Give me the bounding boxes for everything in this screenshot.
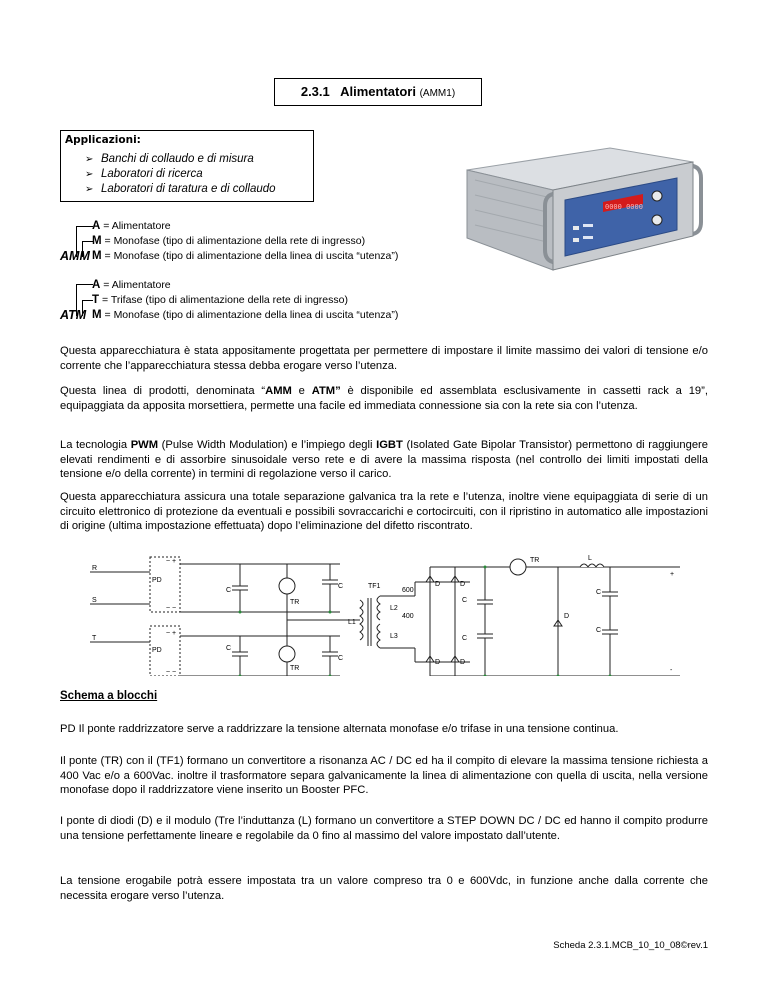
svg-text:D: D bbox=[564, 613, 570, 620]
svg-text:C: C bbox=[226, 587, 232, 594]
svg-text:-: - bbox=[670, 667, 673, 674]
amm-line-m2: M = Monofase (tipo di alimentazione della linea di uscita “utenza”) bbox=[92, 250, 399, 262]
svg-text:+: + bbox=[670, 571, 675, 578]
svg-text:~ −: ~ − bbox=[166, 669, 177, 676]
knob-icon bbox=[652, 215, 662, 225]
applications-heading: Applicazioni: bbox=[65, 134, 141, 146]
svg-text:400: 400 bbox=[402, 613, 414, 620]
amm-code: AMM bbox=[60, 249, 90, 263]
svg-text:C: C bbox=[596, 627, 602, 634]
svg-text:600: 600 bbox=[402, 587, 414, 594]
paragraph-1: Questa apparecchiatura è stata appositamente progettata per permettere di impostare il limite massimo dei valori di tensione e/o corrente che l’apparecchiatura stessa debba erogare verso l’utenza. bbox=[60, 345, 708, 372]
label-pd: PD bbox=[152, 647, 162, 654]
svg-text:C: C bbox=[462, 597, 468, 604]
paragraph-4: Questa apparecchiatura assicura una totale separazione galvanica tra la rete e l’utenza, inoltre viene equipaggiata di serie di un circuito elettronico di protezione da eventuali e possibili sovraccarichi e cortocircuiti, con il ripristino in automatico alle impostazioni di origine (ultima impostazione effettuata) dopo l’eliminazione del difetto riscontrato. bbox=[60, 491, 708, 533]
svg-text:TR: TR bbox=[530, 557, 540, 564]
svg-text:D: D bbox=[435, 581, 441, 588]
atm-line-a: A = Alimentatore bbox=[92, 279, 171, 291]
arrow-bullet-icon: ➢ bbox=[85, 169, 94, 180]
switch-icon bbox=[573, 238, 579, 242]
svg-text:C: C bbox=[596, 589, 602, 596]
atm-line-m: M = Monofase (tipo di alimentazione della linea di uscita “utenza”) bbox=[92, 309, 399, 321]
svg-text:~ +: ~ + bbox=[166, 630, 177, 637]
page-footer: Scheda 2.3.1.MCB_10_10_08©rev.1 bbox=[553, 940, 708, 951]
paragraph-7: I ponte di diodi (D) e il modulo (Tre l’induttanza (L) formano un convertitore a STEP DOWN DC / DC ed hanno il compito produrre una tensione perfettamente lineare e regolabile da 0 fino al massimo del valore impostato dall’utente. bbox=[60, 815, 708, 842]
svg-text:C: C bbox=[338, 583, 344, 590]
paragraph-5: PD Il ponte raddrizzatore serve a raddrizzare la tensione alternata monofase e/o trifase in una tensione continua. bbox=[60, 723, 619, 735]
label-s: S bbox=[92, 597, 97, 604]
svg-text:C: C bbox=[226, 645, 232, 652]
section-number: 2.3.1 bbox=[300, 84, 330, 99]
svg-text:L3: L3 bbox=[390, 633, 398, 640]
paragraph-6: Il ponte (TR) con il (TF1) formano un convertitore a risonanza AC / DC ed ha il compito di elevare la massima tensione richiesta a 400 Vac e/o a 600Vac. inoltre il trasformatore separa galvanicamente la linea di alimentazione con quella di uscita, nella versione monofase dopo il raddrizzatore viene inserito un Booster PFC. bbox=[60, 755, 708, 797]
section-code: (AMM1) bbox=[419, 88, 456, 99]
atm-code: ATM bbox=[60, 308, 87, 322]
label-r: R bbox=[92, 565, 98, 572]
svg-text:L: L bbox=[588, 555, 592, 562]
device-display-text: 0000 0000 bbox=[605, 203, 643, 211]
svg-text:L2: L2 bbox=[390, 605, 398, 612]
section-name: Alimentatori bbox=[340, 84, 416, 99]
application-item: ➢ Laboratori di ricerca bbox=[85, 168, 203, 180]
svg-text:L1: L1 bbox=[348, 619, 356, 626]
atm-line-t: T = Trifase (tipo di alimentazione della rete di ingresso) bbox=[92, 294, 348, 306]
applications-box bbox=[60, 130, 314, 202]
block-schematic bbox=[90, 552, 680, 676]
paragraph-8: La tensione erogabile potrà essere impostata tra un valore compreso tra 0 e 600Vdc, in funzione anche dalla corrente che necessita erogare verso l’utenza. bbox=[60, 875, 708, 902]
section-title bbox=[274, 78, 482, 106]
svg-text:D: D bbox=[460, 581, 466, 588]
amm-line-m1: M = Monofase (tipo di alimentazione della rete di ingresso) bbox=[92, 235, 366, 247]
paragraph-2: Questa linea di prodotti, denominata “AMM e ATM” è disponibile ed assemblata esclusivamente in cassetti rack a 19”, equipaggiata da apposita morsettiera, permette una facile ed immediata connessione sia con la rete sia con l’utenza. bbox=[60, 385, 708, 412]
handle-icon bbox=[693, 166, 701, 234]
switch-icon bbox=[573, 226, 579, 230]
svg-text:TR: TR bbox=[290, 665, 300, 672]
svg-text:~ +: ~ + bbox=[166, 558, 177, 565]
svg-text:C: C bbox=[338, 655, 344, 662]
svg-text:~ −: ~ − bbox=[166, 605, 177, 612]
block-diagram-heading: Schema a blocchi bbox=[60, 690, 158, 702]
amm-line-a: A = Alimentatore bbox=[92, 220, 171, 232]
application-item: ➢ Laboratori di taratura e di collaudo bbox=[85, 183, 276, 195]
paragraph-3: La tecnologia PWM (Pulse Width Modulation) e l’impiego degli IGBT (Isolated Gate Bipolar Transistor) permettono di raggiungere elevati rendimenti e di assorbire sinusoidale verso rete e di avere la massima risposta (nel controllo dei limiti impostati della tensione e/o della corrente) in termini di regolazione verso il carico. bbox=[60, 439, 708, 481]
label-t: T bbox=[92, 635, 97, 642]
device-photo bbox=[455, 140, 705, 275]
arrow-bullet-icon: ➢ bbox=[85, 154, 94, 165]
svg-text:C: C bbox=[462, 635, 468, 642]
label-pd: PD bbox=[152, 577, 162, 584]
svg-text:TR: TR bbox=[290, 599, 300, 606]
svg-text:D: D bbox=[435, 659, 441, 666]
svg-text:D: D bbox=[460, 659, 466, 666]
arrow-bullet-icon: ➢ bbox=[85, 184, 94, 195]
application-item: ➢ Banchi di collaudo e di misura bbox=[85, 153, 254, 165]
svg-text:TF1: TF1 bbox=[368, 583, 381, 590]
knob-icon bbox=[652, 191, 662, 201]
